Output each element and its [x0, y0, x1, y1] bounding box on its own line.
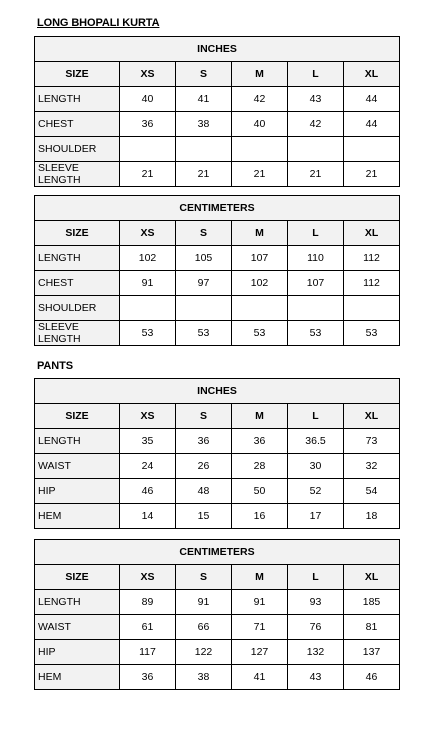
- table-cell: 26: [176, 454, 232, 479]
- row-label: HIP: [35, 479, 120, 504]
- column-header-size: SIZE: [35, 62, 120, 87]
- column-header-xs: XS: [120, 221, 176, 246]
- table-cell: [232, 296, 288, 321]
- column-header-xl: XL: [344, 565, 400, 590]
- table-cell: 89: [120, 590, 176, 615]
- table-cell: 93: [288, 590, 344, 615]
- column-header-m: M: [232, 404, 288, 429]
- column-header-xs: XS: [120, 62, 176, 87]
- table-cell: 54: [344, 479, 400, 504]
- table-cell: 53: [120, 321, 176, 346]
- row-label: HEM: [35, 665, 120, 690]
- table-row: [35, 321, 400, 346]
- table-cell: 127: [232, 640, 288, 665]
- table-cell: 110: [288, 246, 344, 271]
- table-cell: 21: [120, 162, 176, 187]
- table-cell: 61: [120, 615, 176, 640]
- table-cell: 21: [288, 162, 344, 187]
- table-cell: 36: [120, 665, 176, 690]
- table-cell: 21: [232, 162, 288, 187]
- pants-inches-table: [34, 378, 400, 529]
- table-row: [35, 479, 400, 504]
- table-row: [35, 590, 400, 615]
- table-cell: 122: [176, 640, 232, 665]
- table-cell: 91: [232, 590, 288, 615]
- column-header-xl: XL: [344, 62, 400, 87]
- row-label: SHOULDER: [35, 296, 120, 321]
- table-cell: 107: [288, 271, 344, 296]
- table-cell: 137: [344, 640, 400, 665]
- table-cell: 73: [344, 429, 400, 454]
- row-label: CHEST: [35, 112, 120, 137]
- table-cell: 14: [120, 504, 176, 529]
- table-cell: 53: [288, 321, 344, 346]
- table-row: [35, 246, 400, 271]
- column-header-m: M: [232, 221, 288, 246]
- table-cell: 38: [176, 665, 232, 690]
- table-cell: 132: [288, 640, 344, 665]
- column-header-xl: XL: [344, 404, 400, 429]
- table-cell: 43: [288, 665, 344, 690]
- table-cell: 18: [344, 504, 400, 529]
- table-cell: 41: [176, 87, 232, 112]
- table-cell: [176, 137, 232, 162]
- table-cell: 42: [288, 112, 344, 137]
- table-cell: 112: [344, 271, 400, 296]
- table-row: [35, 296, 400, 321]
- table-row: [35, 87, 400, 112]
- table-cell: 36: [120, 112, 176, 137]
- column-header-size: SIZE: [35, 404, 120, 429]
- table-row: [35, 665, 400, 690]
- row-label: LENGTH: [35, 429, 120, 454]
- table-cell: 24: [120, 454, 176, 479]
- table-row: [35, 429, 400, 454]
- table-cell: [288, 137, 344, 162]
- table-cell: 117: [120, 640, 176, 665]
- table-cell: 15: [176, 504, 232, 529]
- row-label: WAIST: [35, 454, 120, 479]
- table-row: [35, 615, 400, 640]
- column-header-xs: XS: [120, 404, 176, 429]
- row-label: SLEEVE LENGTH: [35, 321, 120, 346]
- table-cell: 46: [120, 479, 176, 504]
- pants-centimeters-table: [34, 539, 400, 690]
- table-cell: 53: [232, 321, 288, 346]
- kurta-centimeters-table: [34, 195, 400, 346]
- table-cell: [232, 137, 288, 162]
- column-header-l: L: [288, 62, 344, 87]
- table-cell: [288, 296, 344, 321]
- table-cell: 38: [176, 112, 232, 137]
- kurta-inches-table: [34, 36, 400, 187]
- table-cell: 30: [288, 454, 344, 479]
- kurta-title: LONG BHOPALI KURTA: [37, 17, 160, 29]
- row-label: WAIST: [35, 615, 120, 640]
- unit-heading-inches: INCHES: [35, 379, 400, 404]
- table-cell: 50: [232, 479, 288, 504]
- row-label: LENGTH: [35, 246, 120, 271]
- row-label: HIP: [35, 640, 120, 665]
- row-label: LENGTH: [35, 87, 120, 112]
- table-cell: 46: [344, 665, 400, 690]
- table-cell: 28: [232, 454, 288, 479]
- table-cell: 16: [232, 504, 288, 529]
- table-cell: 44: [344, 112, 400, 137]
- column-header-l: L: [288, 221, 344, 246]
- column-header-l: L: [288, 404, 344, 429]
- table-cell: 112: [344, 246, 400, 271]
- row-label: HEM: [35, 504, 120, 529]
- table-cell: 40: [120, 87, 176, 112]
- column-header-size: SIZE: [35, 221, 120, 246]
- column-header-s: S: [176, 221, 232, 246]
- table-row: [35, 454, 400, 479]
- column-header-size: SIZE: [35, 565, 120, 590]
- table-cell: [344, 296, 400, 321]
- table-cell: 91: [176, 590, 232, 615]
- table-cell: 36.5: [288, 429, 344, 454]
- table-cell: 97: [176, 271, 232, 296]
- table-cell: 36: [176, 429, 232, 454]
- table-cell: 41: [232, 665, 288, 690]
- pants-title: PANTS: [37, 360, 73, 372]
- table-cell: 21: [176, 162, 232, 187]
- table-row: [35, 271, 400, 296]
- table-cell: 32: [344, 454, 400, 479]
- table-cell: 42: [232, 87, 288, 112]
- table-cell: 17: [288, 504, 344, 529]
- table-cell: 53: [176, 321, 232, 346]
- table-cell: 76: [288, 615, 344, 640]
- column-header-l: L: [288, 565, 344, 590]
- table-row: [35, 112, 400, 137]
- table-cell: 107: [232, 246, 288, 271]
- table-row: [35, 640, 400, 665]
- table-cell: 102: [120, 246, 176, 271]
- table-cell: 66: [176, 615, 232, 640]
- column-header-m: M: [232, 565, 288, 590]
- table-cell: [344, 137, 400, 162]
- table-cell: 36: [232, 429, 288, 454]
- table-cell: 91: [120, 271, 176, 296]
- table-cell: [120, 296, 176, 321]
- table-cell: [120, 137, 176, 162]
- unit-heading-inches: INCHES: [35, 37, 400, 62]
- table-cell: 185: [344, 590, 400, 615]
- table-cell: 48: [176, 479, 232, 504]
- column-header-xs: XS: [120, 565, 176, 590]
- row-label: LENGTH: [35, 590, 120, 615]
- table-cell: 21: [344, 162, 400, 187]
- column-header-s: S: [176, 404, 232, 429]
- table-cell: 53: [344, 321, 400, 346]
- table-cell: 102: [232, 271, 288, 296]
- row-label: SLEEVE LENGTH: [35, 162, 120, 187]
- table-cell: 40: [232, 112, 288, 137]
- table-row: [35, 162, 400, 187]
- table-row: [35, 504, 400, 529]
- table-cell: 105: [176, 246, 232, 271]
- row-label: CHEST: [35, 271, 120, 296]
- table-cell: [176, 296, 232, 321]
- table-cell: 81: [344, 615, 400, 640]
- row-label: SHOULDER: [35, 137, 120, 162]
- table-row: [35, 137, 400, 162]
- column-header-s: S: [176, 62, 232, 87]
- table-cell: 52: [288, 479, 344, 504]
- table-cell: 35: [120, 429, 176, 454]
- column-header-s: S: [176, 565, 232, 590]
- column-header-xl: XL: [344, 221, 400, 246]
- unit-heading-centimeters: CENTIMETERS: [35, 540, 400, 565]
- table-cell: 44: [344, 87, 400, 112]
- column-header-m: M: [232, 62, 288, 87]
- unit-heading-centimeters: CENTIMETERS: [35, 196, 400, 221]
- table-cell: 71: [232, 615, 288, 640]
- table-cell: 43: [288, 87, 344, 112]
